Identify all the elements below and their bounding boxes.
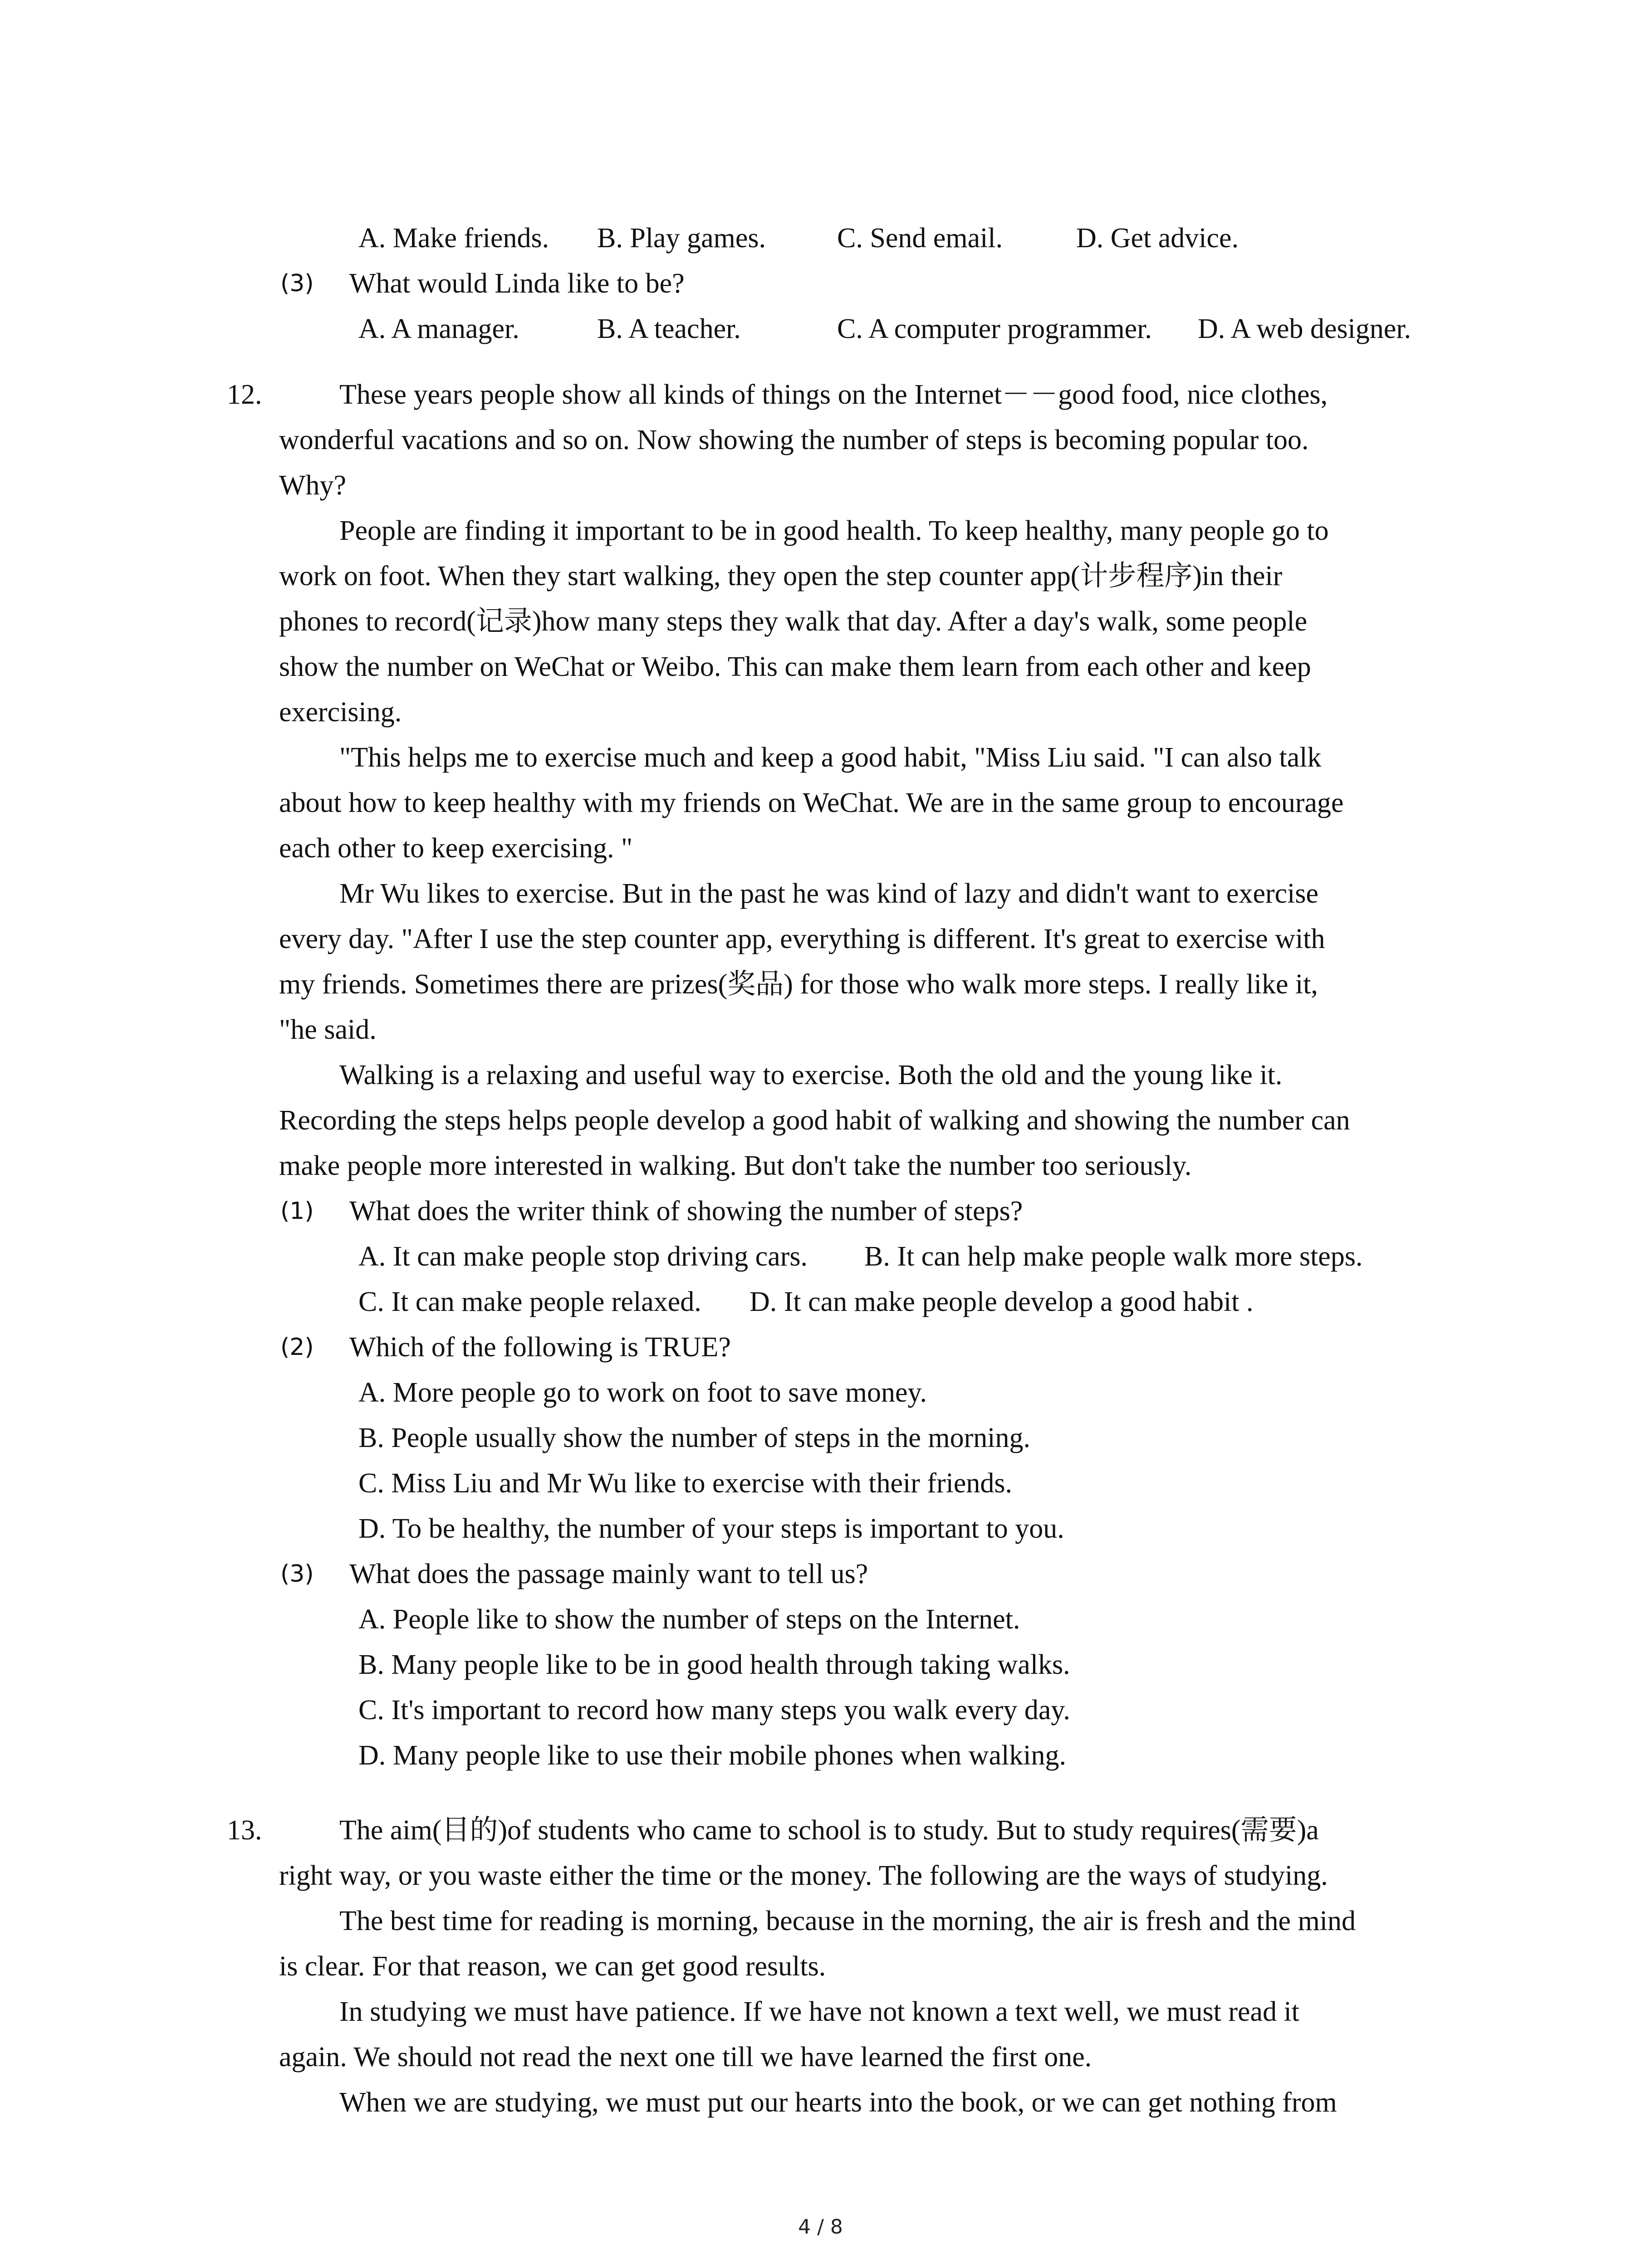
q12-line: Recording the steps helps people develop a good habit of walking and showing the number can bbox=[279, 1105, 1350, 1136]
q11-3-option-d: D. A web designer. bbox=[1198, 313, 1411, 344]
q12-3-question: What does the passage mainly want to tell us? bbox=[349, 1559, 868, 1589]
q11-2-option-b: B. Play games. bbox=[597, 223, 766, 254]
q12-line: show the number on WeChat or Weibo. This can make them learn from each other and keep bbox=[279, 651, 1311, 682]
q12-line: People are finding it important to be in good health. To keep healthy, many people go to bbox=[339, 515, 1329, 546]
q12-1-option-c: C. It can make people relaxed. bbox=[358, 1286, 701, 1317]
q12-line: These years people show all kinds of things on the Internet－－good food, nice clothes, bbox=[339, 379, 1328, 410]
q11-3-number: (3) bbox=[280, 270, 314, 297]
q12-line: Why? bbox=[279, 470, 347, 501]
q12-1-number: (1) bbox=[280, 1198, 314, 1225]
q13-line: again. We should not read the next one till we have learned the first one. bbox=[279, 2042, 1092, 2072]
q11-3-option-c: C. A computer programmer. bbox=[837, 313, 1152, 344]
q12-2-option-a: A. More people go to work on foot to save money. bbox=[358, 1377, 927, 1408]
q12-1-option-b: B. It can help make people walk more steps. bbox=[864, 1241, 1363, 1272]
q11-2-option-c: C. Send email. bbox=[837, 223, 1003, 254]
q12-1-option-a: A. It can make people stop driving cars. bbox=[358, 1241, 808, 1272]
q13-number: 13. bbox=[227, 1815, 262, 1846]
q12-line: Walking is a relaxing and useful way to exercise. Both the old and the young like it. bbox=[339, 1060, 1283, 1090]
q12-line: Mr Wu likes to exercise. But in the past he was kind of lazy and didn't want to exercise bbox=[339, 878, 1319, 909]
q13-line: is clear. For that reason, we can get good results. bbox=[279, 1951, 826, 1982]
q12-line: each other to keep exercising. " bbox=[279, 833, 633, 864]
q12-2-option-d: D. To be healthy, the number of your steps is important to you. bbox=[358, 1513, 1064, 1544]
q12-line: "he said. bbox=[279, 1014, 377, 1045]
q12-3-option-d: D. Many people like to use their mobile phones when walking. bbox=[358, 1740, 1067, 1771]
q12-3-option-c: C. It's important to record how many steps you walk every day. bbox=[358, 1695, 1070, 1725]
page-number: 4 / 8 bbox=[798, 2215, 843, 2239]
q12-line: my friends. Sometimes there are prizes(奖品) for those who walk more steps. I really like it, bbox=[279, 969, 1318, 1000]
q12-line: every day. "After I use the step counter app, everything is different. It's great to exercise with bbox=[279, 924, 1325, 954]
q12-line: wonderful vacations and so on. Now showing the number of steps is becoming popular too. bbox=[279, 425, 1309, 455]
q12-line: make people more interested in walking. But don't take the number too seriously. bbox=[279, 1150, 1192, 1181]
q12-line: exercising. bbox=[279, 697, 402, 728]
q12-3-option-a: A. People like to show the number of steps on the Internet. bbox=[358, 1604, 1020, 1635]
q12-2-option-b: B. People usually show the number of steps in the morning. bbox=[358, 1422, 1030, 1453]
q12-1-question: What does the writer think of showing the number of steps? bbox=[349, 1196, 1023, 1227]
q13-line: In studying we must have patience. If we have not known a text well, we must read it bbox=[339, 1996, 1300, 2027]
q12-line: phones to record(记录)how many steps they walk that day. After a day's walk, some people bbox=[279, 606, 1308, 637]
q12-2-option-c: C. Miss Liu and Mr Wu like to exercise with their friends. bbox=[358, 1468, 1013, 1499]
q11-2-option-a: A. Make friends. bbox=[358, 223, 549, 254]
q11-3-question: What would Linda like to be? bbox=[349, 268, 685, 299]
q12-line: "This helps me to exercise much and keep a good habit, "Miss Liu said. "I can also talk bbox=[339, 742, 1322, 773]
q12-line: about how to keep healthy with my friends on WeChat. We are in the same group to encourage bbox=[279, 787, 1344, 818]
q12-line: work on foot. When they start walking, they open the step counter app(计步程序)in their bbox=[279, 561, 1283, 591]
q13-line: When we are studying, we must put our hearts into the book, or we can get nothing from bbox=[339, 2087, 1337, 2118]
q13-line: The aim(目的)of students who came to school is to study. But to study requires(需要)a bbox=[339, 1815, 1319, 1846]
q12-2-question: Which of the following is TRUE? bbox=[349, 1332, 731, 1363]
q12-1-option-d: D. It can make people develop a good habit . bbox=[749, 1286, 1254, 1317]
q11-3-option-a: A. A manager. bbox=[358, 313, 519, 344]
q11-3-option-b: B. A teacher. bbox=[597, 313, 741, 344]
q12-3-option-b: B. Many people like to be in good health through taking walks. bbox=[358, 1649, 1070, 1680]
q12-2-number: (2) bbox=[280, 1334, 314, 1361]
q13-line: right way, or you waste either the time or the money. The following are the ways of studying. bbox=[279, 1860, 1328, 1891]
q12-number: 12. bbox=[227, 379, 262, 410]
q11-2-option-d: D. Get advice. bbox=[1076, 223, 1239, 254]
q12-3-number: (3) bbox=[280, 1560, 314, 1588]
q13-line: The best time for reading is morning, because in the morning, the air is fresh and the mind bbox=[339, 1906, 1356, 1936]
